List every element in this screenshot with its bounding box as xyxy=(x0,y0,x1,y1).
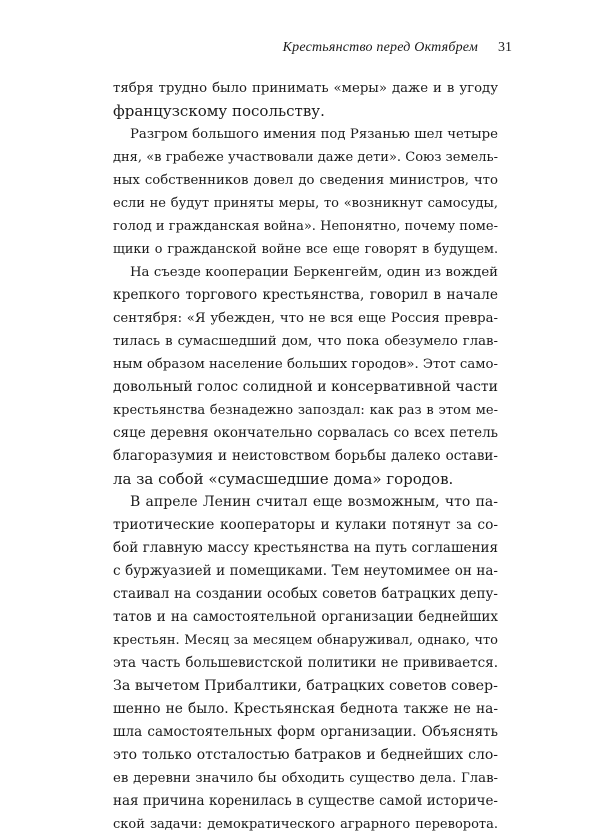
text-line: крестьянства безнадежно запоздал: как раз в этом ме- xyxy=(113,403,498,418)
running-title: Крестьянство перед Октябрем xyxy=(282,40,478,55)
text-line: с буржуазией и помещиками. Тем неутомимее он на- xyxy=(113,563,498,579)
paragraph-first-line: На съезде кооперации Беркенгейм, один из вождей xyxy=(130,265,498,280)
text-line: ным образом население больших городов». Этот само- xyxy=(113,357,498,372)
text-line: сентября: «Я убежден, что не вся еще Россия превра- xyxy=(113,311,498,326)
text-line: щики о гражданской войне все еще говорят в будущем. xyxy=(113,242,498,257)
text-line: благоразумия и неистовством борьбы далеко остави- xyxy=(113,448,498,464)
paragraph-first-line: Разгром большого имения под Рязанью шел четыре xyxy=(130,127,498,142)
text-line: это только отсталостью батраков и беднейших сло- xyxy=(113,747,498,763)
text-line: крестьян. Месяц за месяцем обнаруживал, однако, что xyxy=(113,633,498,648)
text-line: татов и на самостоятельной организации беднейших xyxy=(113,609,498,625)
text-line: крепкого торгового крестьянства, говорил в начале xyxy=(113,287,498,303)
text-line: шенно не было. Крестьянская беднота также не на- xyxy=(113,701,498,717)
text-line: бой главную массу крестьянства на путь соглашения xyxy=(113,540,498,556)
text-line: шла самостоятельных форм организации. Объяснять xyxy=(113,724,498,740)
text-line: тября трудно было принимать «меры» даже и в угоду xyxy=(113,81,498,96)
text-line: триотические кооператоры и кулаки потянут за со- xyxy=(113,517,498,533)
text-line: если не будут приняты меры, то «возникнут самосуды, xyxy=(113,196,498,211)
page-number: 31 xyxy=(498,40,512,55)
text-line: стаивал на создании особых советов батрацких депу- xyxy=(113,586,498,602)
paragraph-first-line: В апреле Ленин считал еще возможным, что па- xyxy=(130,494,498,510)
text-line: ная причина коренилась в существе самой историче- xyxy=(113,793,498,809)
text-line: тилась в сумасшедший дом, что пока обезумело глав- xyxy=(113,334,498,349)
text-line: голод и гражданская война». Непонятно, почему поме- xyxy=(113,219,498,234)
text-line: ев деревни значило бы обходить существо дела. Глав- xyxy=(113,771,498,786)
text-line: эта часть большевистской политики не прививается. xyxy=(113,655,498,671)
running-header xyxy=(0,30,600,70)
text-line: довольный голос солидной и консервативной части xyxy=(113,379,498,395)
text-line: За вычетом Прибалтики, батрацких советов совер- xyxy=(113,678,498,694)
body-text xyxy=(113,77,498,836)
text-line: французскому посольству. xyxy=(113,102,325,120)
text-line: сяце деревня окончательно сорвалась со всех петель xyxy=(113,425,498,441)
text-line: ла за собой «сумасшедшие дома» городов. xyxy=(113,470,454,488)
text-line: дня, «в грабеже участвовали даже дети». Союз земель- xyxy=(113,150,498,165)
text-line: ных собственников довел до сведения министров, что xyxy=(113,173,498,188)
text-line: ской задачи: демократического аграрного переворота. xyxy=(113,817,498,832)
